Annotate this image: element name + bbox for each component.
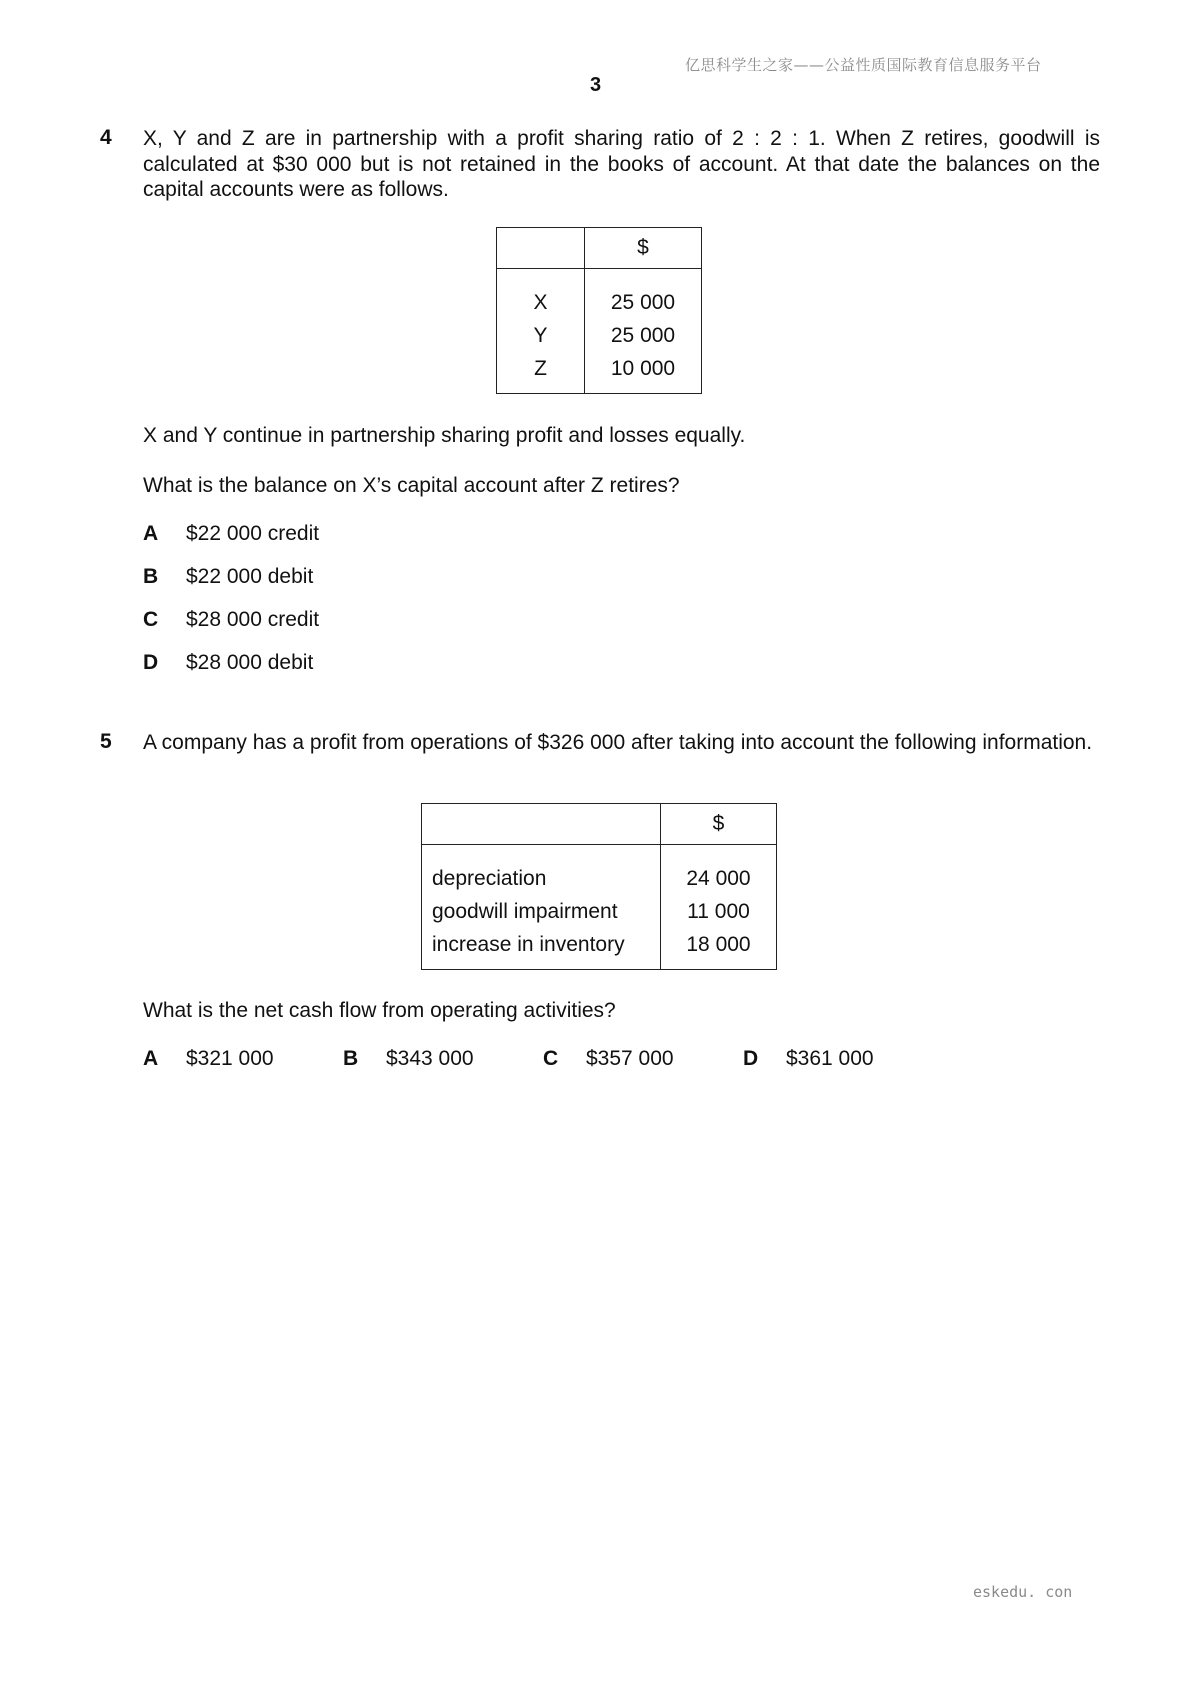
question-stem: X, Y and Z are in partnership with a profit sharing ratio of 2 : 2 : 1. When Z retires, goodwill is calculated at $30 000 but is not retained in the books of account. At that date the balances on the capital accounts were as follows. bbox=[143, 127, 1100, 201]
option-letter: D bbox=[743, 1047, 759, 1070]
option-c[interactable] bbox=[143, 608, 319, 632]
option-d[interactable] bbox=[143, 651, 313, 675]
option-text: $28 000 credit bbox=[186, 608, 320, 631]
question-4 bbox=[100, 126, 1100, 203]
table-row bbox=[422, 845, 777, 892]
option-letter: B bbox=[343, 1047, 359, 1070]
table-cell: Z bbox=[497, 357, 585, 394]
option-text: $22 000 credit bbox=[186, 522, 320, 545]
page-number: 3 bbox=[589, 74, 602, 96]
table-cell: X bbox=[497, 269, 585, 316]
table-cell: 18 000 bbox=[661, 933, 777, 970]
option-b[interactable] bbox=[343, 1047, 474, 1071]
option-letter: C bbox=[143, 608, 159, 631]
table-cell: 24 000 bbox=[661, 845, 777, 892]
option-text: $343 000 bbox=[386, 1047, 474, 1070]
table-row bbox=[422, 933, 777, 970]
table-header-cell: $ bbox=[661, 804, 777, 845]
table-cell: increase in inventory bbox=[422, 933, 661, 970]
question-prompt: What is the net cash flow from operating activities? bbox=[143, 999, 616, 1022]
question-stem: A company has a profit from operations of $326 000 after taking into account the following information. bbox=[143, 731, 1093, 754]
option-text: $22 000 debit bbox=[186, 565, 314, 588]
question-5 bbox=[100, 730, 1100, 756]
operating-items-table bbox=[421, 803, 777, 970]
question-prompt: What is the balance on X’s capital account after Z retires? bbox=[143, 474, 680, 497]
option-letter: B bbox=[143, 565, 159, 588]
option-b[interactable] bbox=[143, 565, 313, 589]
option-letter: A bbox=[143, 1047, 159, 1070]
table-cell: 25 000 bbox=[585, 269, 702, 316]
option-a[interactable] bbox=[143, 522, 319, 546]
question-number: 5 bbox=[100, 730, 112, 753]
table-header-row bbox=[422, 804, 777, 845]
header-watermark: 亿思科学生之家——公益性质国际教育信息服务平台 bbox=[685, 56, 1042, 74]
table-cell: Y bbox=[497, 315, 585, 357]
table-cell: depreciation bbox=[422, 845, 661, 892]
option-a[interactable] bbox=[143, 1047, 274, 1071]
table-header-row bbox=[497, 228, 702, 269]
table-row bbox=[497, 269, 702, 316]
capital-balances-table bbox=[496, 227, 702, 394]
option-text: $28 000 debit bbox=[186, 651, 314, 674]
option-text: $361 000 bbox=[786, 1047, 874, 1070]
option-letter: C bbox=[543, 1047, 559, 1070]
table-row bbox=[497, 315, 702, 357]
footer-watermark: eskedu. con bbox=[973, 1583, 1073, 1601]
question-number: 4 bbox=[100, 126, 112, 149]
option-text: $357 000 bbox=[586, 1047, 674, 1070]
table-row bbox=[497, 357, 702, 394]
option-letter: A bbox=[143, 522, 159, 545]
table-row bbox=[422, 891, 777, 933]
option-text: $321 000 bbox=[186, 1047, 274, 1070]
table-header-cell: $ bbox=[585, 228, 702, 269]
question-continuation: X and Y continue in partnership sharing profit and losses equally. bbox=[143, 424, 746, 447]
table-cell: goodwill impairment bbox=[422, 891, 661, 933]
option-letter: D bbox=[143, 651, 159, 674]
table-cell: 11 000 bbox=[661, 891, 777, 933]
table-header-cell bbox=[497, 228, 585, 269]
table-cell: 10 000 bbox=[585, 357, 702, 394]
option-d[interactable] bbox=[743, 1047, 874, 1071]
table-cell: 25 000 bbox=[585, 315, 702, 357]
table-header-cell bbox=[422, 804, 661, 845]
option-c[interactable] bbox=[543, 1047, 674, 1071]
